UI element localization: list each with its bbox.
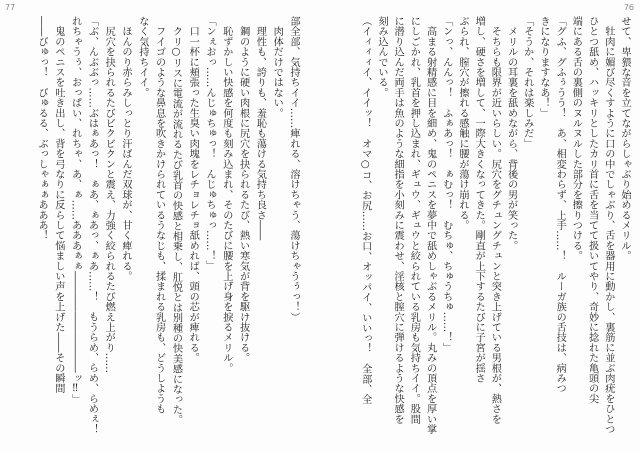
text-line: 牡肉に媚び尽くすように口の中でしゃぶり、舌を器用に動かし、裏筋に並ぶ肉疣をひとつ: [602, 16, 614, 435]
page-number: 76: [623, 3, 634, 12]
text-line: 「ンっ、んんっ！ ふぁあっ！ ぁむっ！ むちゅ、ちゅうちゅ……！」: [440, 16, 452, 353]
text-line: クリ○リスに電流が流れるたび乳首の快感と相乗し、肛悦とは別種の快美感になった。: [170, 16, 182, 425]
text-line: きになりますなあ！」: [537, 16, 549, 118]
page-body-text: [31, 16, 301, 444]
text-line: 高まる射精感に目を細め、鬼のペニスを夢中で舐めしゃぶるメリル。丸みの頂点を厚い掌: [424, 16, 436, 435]
text-line: ほんのり赤らみしっとり汗ばんだ双球が、甘く痺れる。: [120, 16, 132, 282]
text-line: に潜り込んだ両手は魚のような細指を小刻みに震わせ、淫核と膣穴に弾けるような快感を: [392, 16, 404, 424]
text-line: なく気持ちイイ。: [136, 16, 148, 98]
text-line: れちゃうぅ、おっぱい、れちゃ、あ、ぁ……あああぁぁ――――――――――ッ‼」: [69, 16, 81, 405]
text-line: 尻穴を抉られるたびビクビクンと震え、力強く絞られるたび燃え上がり……: [103, 16, 115, 373]
text-line: 部全部、気持ちイイ……痺れる、溶けちゃう、蕩けちゃうぅっ！）: [288, 16, 299, 322]
text-line: ひとつ舐め、ハッキリとしたカリ首に舌を当てて扱いてやり、奇妙に捻れた亀頭の尖: [586, 16, 598, 404]
text-line: そちらも限界が近いらしい。尻穴をグチュングチュンと突き上げている男根が、熱さを: [489, 16, 501, 424]
text-line: せて、卑猥な音を立てながらしゃぶり始めるメリル。: [619, 16, 630, 261]
text-line: にしごかれ、乳首を押し込まれ、ギュウ、ギュウと絞られている乳房も気持ちイイ。股間: [408, 16, 420, 424]
text-line: 端にある舌の裏側のヌルヌルした部分を擦りつける。: [570, 16, 582, 261]
text-line: 鬼のペニスを吐き出し、背を弓なりに反らして悩ましい声を上げた――その瞬間: [52, 16, 64, 394]
text-line: 肉体だけではない。: [271, 16, 283, 118]
text-line: 鋼のように硬い肉根に尻穴を抉られるたび、熱い寒気が背を駆け抜ける。: [237, 16, 249, 363]
text-line: 口一杯に頬張った生臭い肉塊をレチョレチョ舐めれば、頭の芯が痺れる。: [187, 16, 199, 363]
text-line: 恥ずかしい快感を何度も刻み込まれ、そのたびに腰を上げ身を捩るメリル。: [220, 16, 232, 373]
text-line: フイゴのような鼻息を吹きかけられているうなじも、揉まれる乳房も、どうしようも: [153, 16, 165, 414]
text-line: 「グふ、グふぅうう！ あ、相変わらず、上手……！ ルーガ族の舌技は、病みつ: [554, 16, 566, 394]
text-line: ――びゅっ！ びゅるる、ぶっしゃぁぁあああ！: [36, 16, 48, 241]
text-line: 「そうか、それは楽しみだ」: [521, 16, 533, 149]
text-line: 刻み込んでいる。: [375, 16, 387, 98]
text-line: 増し、硬さを増して、一際大きくなってきた。剛直が上下するたびに子宮が揺さ: [473, 16, 485, 384]
text-line: 「ンぇおっ……んじゅちゅっ！ んじゅちゅっ……！」: [204, 16, 216, 271]
text-line: 「ぶ、んぶぶっ……ぶはぁあっ！ ぁあ、ぁあっ、ぁあ……！ もうらめ、らめ、らめぇ！: [86, 16, 98, 435]
page-body-text: [356, 16, 632, 444]
text-line: メリルの耳裏を舐めながら、背後の男が笑った。: [505, 16, 517, 251]
text-line: ぶられ、膣穴が擦れる感触に腰が蕩け崩れる。: [456, 16, 468, 231]
text-line: （イィィィイ、イイッ！ オマ○コ、お尻……お口、オッパイ、いいっ！ 全部、全: [359, 16, 371, 405]
right-page: [320, 0, 640, 451]
text-line: 理性も、誇りも、羞恥も蕩ける気持ち良さ――: [254, 16, 266, 241]
page-number: 77: [5, 3, 16, 12]
